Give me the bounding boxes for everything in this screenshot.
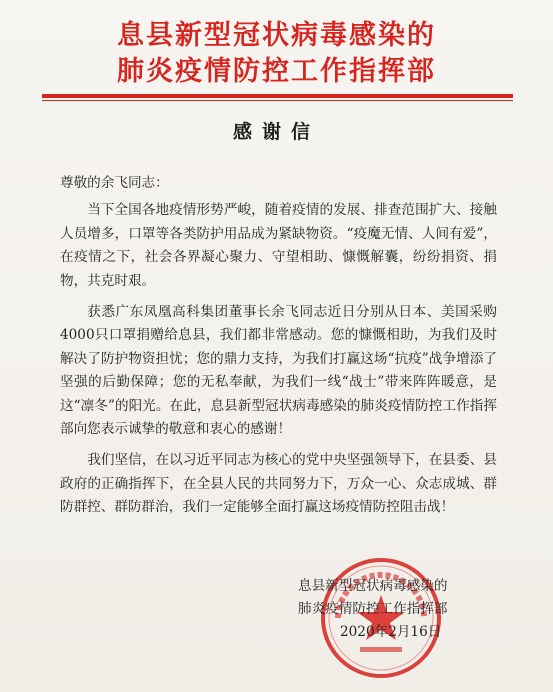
paragraph-1: 当下全国各地疫情形势严峻，随着疫情的发展、排查范围扩大、接触人员增多，口罩等各类防护用品成为紧缺物资。“疫魔无情、人间有爱”，在疫情之下，社会各界凝心聚力、守望相助、慷慨解囊，纷纷捐资、捐物，共克时艰。 xyxy=(60,202,497,289)
letterhead xyxy=(0,18,553,90)
letter-title: 感谢信 xyxy=(232,121,320,143)
signature-block xyxy=(298,575,448,644)
letterhead-rule-thick xyxy=(42,94,513,98)
paragraph-3: 我们坚信，在以习近平同志为核心的党中央坚强领导下，在县委、县政府的正确指挥下，在全县人民的共同努力下，万众一心、众志成城、群防群控、群防群治，我们一定能够全面打赢这场疫情防控阻击战！ xyxy=(60,452,497,516)
letterhead-line-2: 肺炎疫情防控工作指挥部 xyxy=(117,56,436,87)
salutation: 尊敬的余飞同志： xyxy=(60,175,169,191)
letterhead-line-1: 息县新型冠状病毒感染的 xyxy=(117,20,436,51)
letter-body xyxy=(60,172,497,520)
letter-date: 2020年2月16日 xyxy=(340,624,442,640)
signature-line-1: 息县新型冠状病毒感染的 xyxy=(298,578,448,594)
paragraph-2: 获悉广东凤凰高科集团董事长余飞同志近日分别从日本、美国采购4000只口罩捐赠给息县，我们都非常感动。您的慷慨相助，为我们及时解决了防护物资担忧；您的鼎力支持，为我们打赢这场“抗疫”战争增添了坚强的后勤保障；您的无私奉献，为我们一线“战士”带来阵阵暖意，是这“凛冬”的阳光。在此，息县新型冠状病毒感染的肺炎疫情防控工作指挥部向您表示诚挚的敬意和衷心的感谢！ xyxy=(60,304,497,438)
letterhead-rule-thin xyxy=(42,100,513,101)
signature-line-2: 肺炎疫情防控工作指挥部 xyxy=(298,601,448,617)
